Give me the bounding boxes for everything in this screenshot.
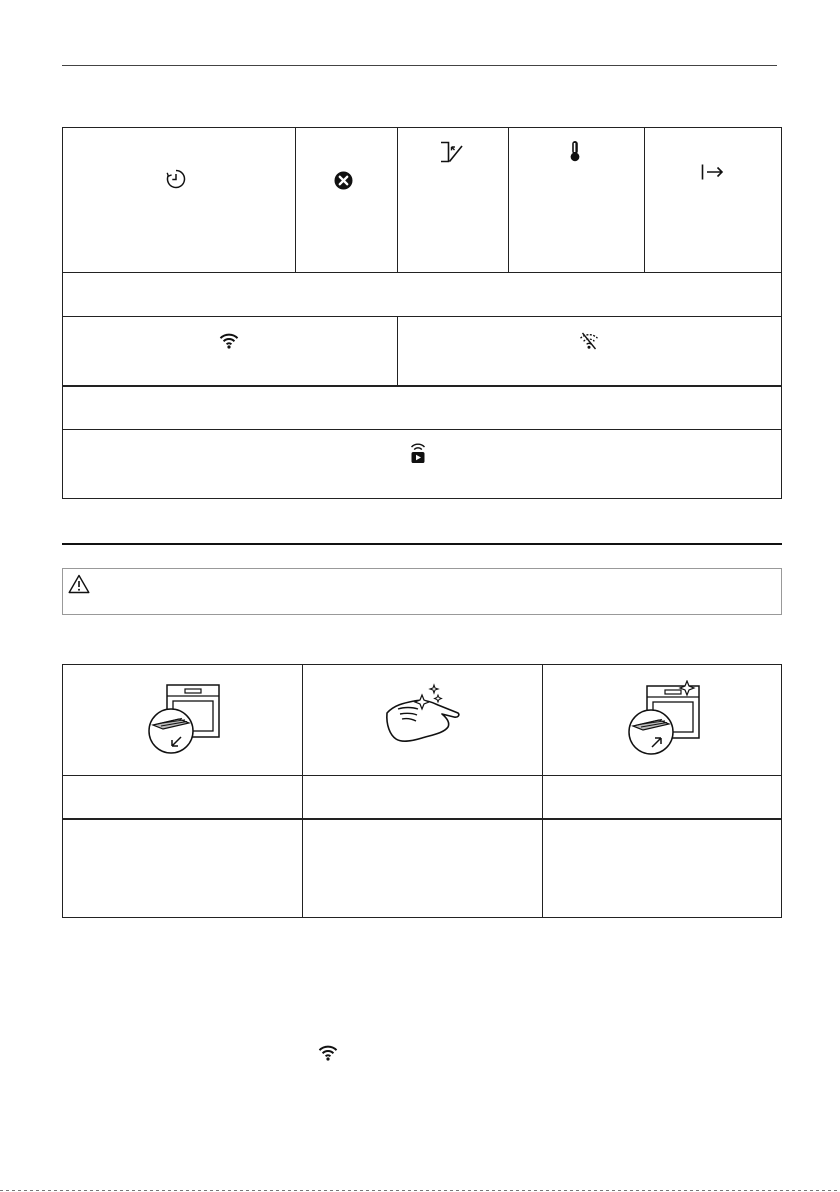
symbols-table-col-divider [397,127,398,272]
symbols-table-row-divider [62,429,782,430]
symbols-table-row-divider [62,316,782,317]
cancel-icon [334,171,353,190]
cleaning-cloth-icon [382,683,464,751]
symbols-table-col-divider [644,127,645,272]
warning-triangle-icon [68,574,90,594]
thermometer-icon [569,140,581,162]
wifi-off-icon [579,332,599,350]
symbols-table-row-divider [62,272,782,273]
warning-box [62,568,782,615]
door-open-icon [440,141,466,163]
symbols-table-col-divider [295,127,296,272]
cleaning-table-row-divider [62,818,782,820]
symbols-table-col-divider [397,316,398,386]
symbols-table-col-divider [508,127,509,272]
cleaning-table-col-divider [302,664,303,918]
wifi-icon [219,332,239,349]
remove-shelf-icon [141,683,221,755]
header-rule [62,65,777,66]
insert-shelf-icon [621,680,703,756]
cleaning-table-row-divider [62,775,782,776]
remote-start-icon [410,442,426,464]
arrow-to-right-icon [701,163,725,181]
cleaning-table-col-divider [542,664,543,918]
section-rule [62,543,782,545]
page-bottom-edge [0,1190,840,1191]
timer-icon [166,169,186,189]
wifi-icon [318,1044,338,1061]
symbols-table-row-divider [62,385,782,387]
